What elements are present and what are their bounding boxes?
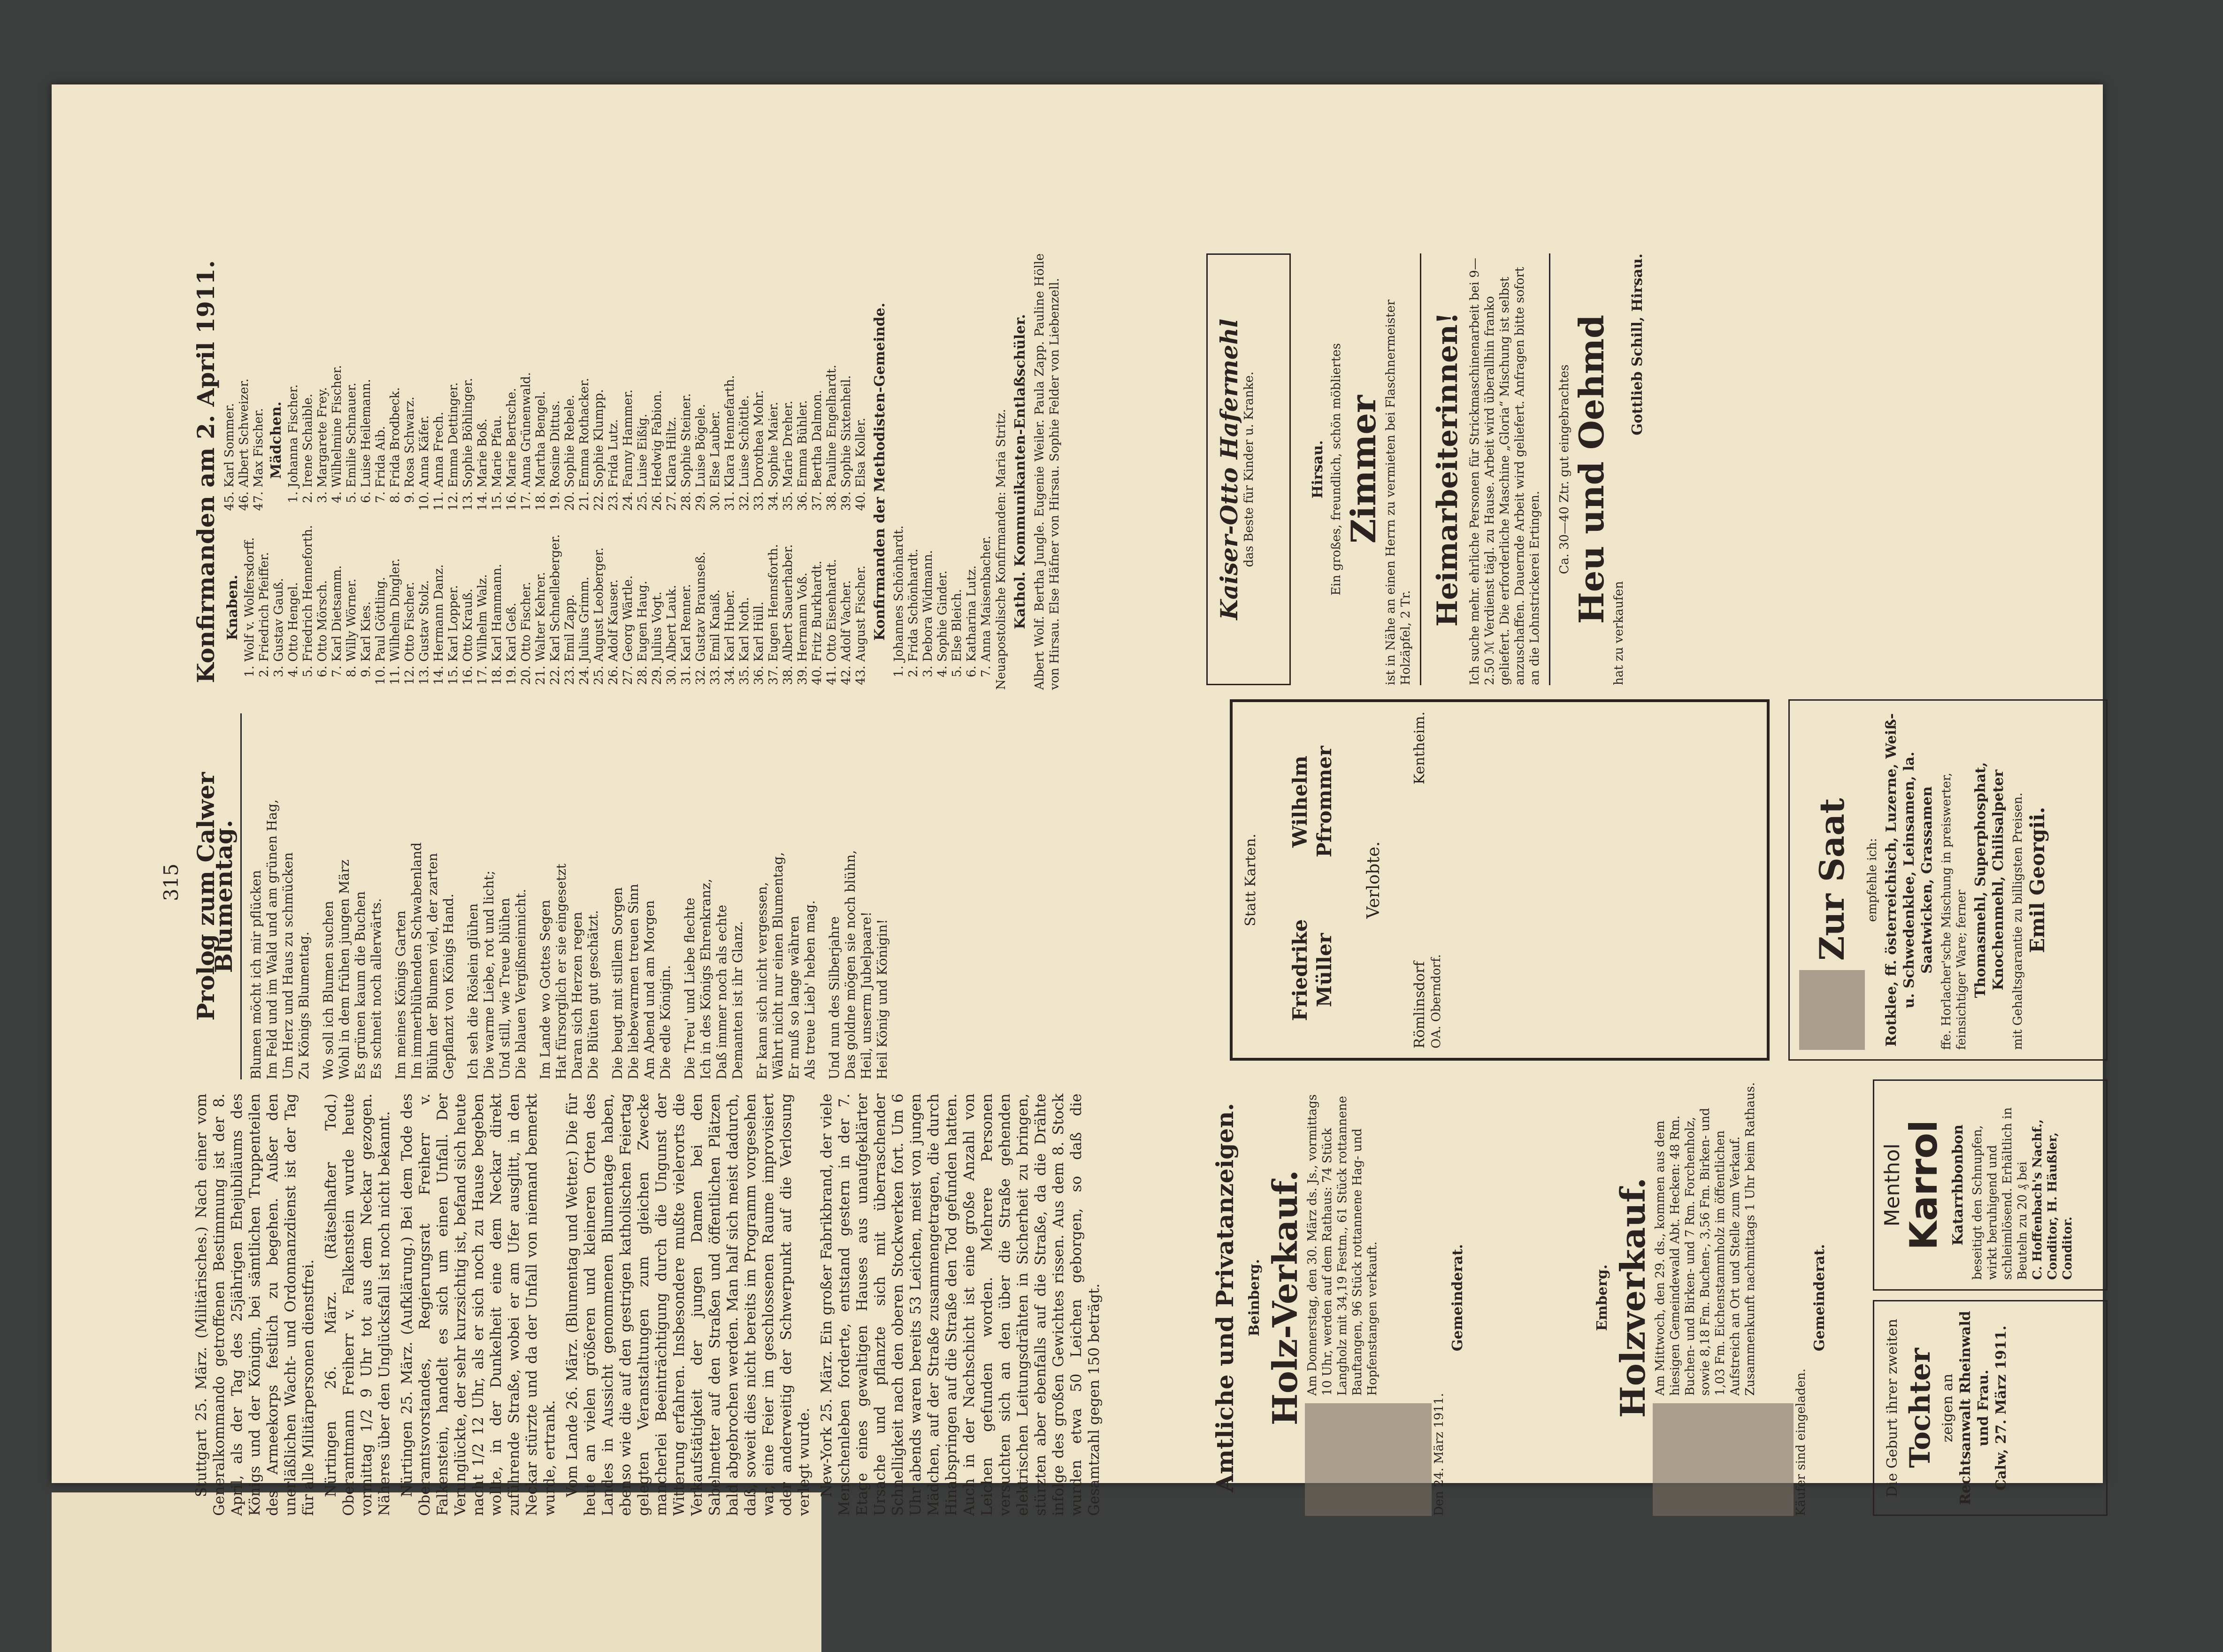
boy-name: 20. Otto Fischer.	[519, 525, 534, 662]
saat-text2: ffe. Horlacher'sche Mischung in preiswerter, feinsichtiger Ware; ferner	[1939, 772, 1969, 1050]
boy-name: 45. Karl Sommer.	[222, 365, 237, 488]
girl-name: 12. Emma Dettinger.	[446, 365, 461, 488]
saat-text3: mit Gehaltsgarantie zu billigsten Preisen.	[2011, 792, 2025, 1050]
girl-name: 26. Hedwig Fabion.	[650, 365, 665, 488]
holz2-body	[1653, 1079, 1794, 1516]
karrol-brand2: Karrol	[1902, 1120, 1946, 1250]
girl-name: 7. Frida Aib.	[374, 365, 388, 488]
holz1-body	[1305, 1079, 1432, 1516]
girls-list	[286, 365, 868, 516]
rotated-page-content	[160, 249, 2131, 1516]
poem-stanza: Im Lande wo Gottes Segen Hat fürsorglich er sie eingesetzt Daran sich Herzen regen Die Blüten gut geschätzt.	[537, 863, 601, 1079]
kaiser-otto-ad	[1206, 253, 1291, 685]
girl-name: 2. Irene Schaible.	[301, 365, 315, 488]
methodist-name: 6. Katharina Lutz.	[965, 253, 979, 662]
kathol-names: Albert Wolf. Bertha Jungle. Eugenie Weiler. Paula Zapp. Pauline Hölle von Hirsau. Else Häfner von Hirsau. Sophie Felder von Liebenzell.	[1033, 253, 1062, 690]
poem-column	[192, 713, 899, 1079]
forest-illustration-icon	[1653, 1403, 1794, 1516]
methodist-name: 5. Else Bleich.	[950, 253, 965, 662]
engagement-places	[1411, 711, 1444, 1048]
girl-name: 38. Pauline Engelhardt.	[825, 365, 839, 488]
boy-name: 7. Karl Dietsamm.	[330, 525, 345, 662]
news-paragraph: Vom Lande 26. März. (Blumentag und Wetter.) Die für heute an vielen größeren und kleineren Orten des Landes in Aussicht genommenen Blumentage haben, ebenso wie die auf den gestrigen katholischen Feiertag gelegten Veranstaltungen zum gleichen Zwecke mancherlei Beeinträchtigung durch die Ungunst der Witterung erfahren. Insbesondere mußte vielerorts die Verkaufstätigkeit der jungen Damen bei den Sabelmetter auf den Straßen und öffentlichen Plätzen bald abgebrochen werden. Man half sich meist dadurch, daß, soweit dies nicht bereits im Programm vorgesehen war, eine Feier im geschlossenen Raume improvisiert oder anderweitig der Schwerpunkt auf die Verlosung verlegt wurde.	[564, 1094, 813, 1516]
birth-announcement	[1873, 1300, 2108, 1516]
girl-name: 24. Fanny Hammer.	[621, 365, 636, 488]
kathol-title: Kathol. Kommunikanten-Entlaßschüler.	[1012, 314, 1028, 629]
boy-name: 31. Karl Renner.	[679, 525, 694, 662]
girl-name: 16. Marie Bertsche.	[505, 365, 519, 488]
boy-name: 26. Adolf Kauser.	[606, 525, 621, 662]
boy-name: 10. Paul Göttling.	[374, 525, 388, 662]
confirmands-column	[192, 253, 1062, 690]
methodist-name: 2. Frida Schönhardt.	[906, 253, 921, 662]
girl-name: 34. Sophie Maier.	[767, 365, 781, 488]
divider	[1549, 253, 1550, 685]
birth-line1: Die Geburt ihrer zweiten	[1884, 1319, 1901, 1497]
boys-label: Knaben.	[224, 574, 241, 641]
divider	[1420, 253, 1421, 685]
boy-name: 46. Albert Schweizer.	[237, 365, 252, 488]
news-paragraph: Stuttgart 25. März. (Militärisches.) Nach einer vom Generalkommando getroffenen Bestimmung ist der 8. April, als der Tag des 25jährigen Ehejubiläums des Königs und der Königin, bei sämtlichen Truppenteilen des Armeekorps festlich zu begehen. Außer den unerläßlichen Wacht- und Ordonnanzdienst ist der Tag für alle Militärpersonen dienstfrei.	[193, 1094, 317, 1516]
ads-left	[1206, 1079, 1469, 1516]
news-paragraph: Nürtingen 26. März. (Rätselhafter Tod.) Oberamtmann Freiherr v. Falkenstein wurde heute vormittag 1/2 9 Uhr tot aus dem Neckar gezogen. Näheres über den Unglücksfall ist noch nicht bekannt.	[322, 1094, 393, 1516]
girl-name: 32. Luise Schöttle.	[737, 365, 752, 488]
boy-name: 15. Karl Lopper.	[446, 525, 461, 662]
boy-name: 41. Otto Eisenhardt.	[825, 525, 839, 662]
poem-stanza: Er kann sich nicht vergessen, Währt nicht nur einen Blumentag, Er muß so lange währen Als treue Lieb' heben mag.	[754, 852, 818, 1079]
boy-name: 21. Walter Kehrer.	[534, 525, 548, 662]
saat-sign: Emil Georgii.	[2026, 807, 2049, 953]
heu-sign: Gottlieb Schill, Hirsau.	[1629, 253, 1646, 436]
holz1-sign: Gemeinderat.	[1449, 1244, 1466, 1352]
girl-name: 20. Sophie Rebele.	[563, 365, 577, 488]
birth-date: Calw, 27. März 1911.	[1993, 1325, 2009, 1491]
poem-stanza: Blumen möcht ich mir pflücken Im Feld und im Wald und am grünen Hag, Um Herz und Haus zu schmücken Zu Königs Blumentag.	[248, 799, 312, 1079]
boy-name: 5. Friedrich Henneforth.	[301, 525, 315, 662]
engagement-names	[1288, 711, 1337, 1048]
girl-name: 21. Emma Rothacker.	[577, 365, 592, 488]
news-column	[192, 1094, 1108, 1516]
boy-name: 39. Hermann Voß.	[796, 525, 810, 662]
birth-names: Rechtsanwalt Rheinwald und Frau.	[1957, 1311, 1992, 1505]
girl-name: 23. Frida Lutz.	[606, 365, 621, 488]
zimmer-text2: ist in Nähe an einen Herrn zu vermieten bei Flaschnermeister Holzäpfel, 2 Tr.	[1384, 299, 1413, 685]
heim-text: Ich suche mehr. ehrliche Personen für Strickmaschinenarbeit bei 9—2.50 ℳ Verdienst tägl. zu Hause. Arbeit wird überallhin franko geliefert. Die erforderliche Maschine „Gloria“ Mischung ist selbst anzuschaffen. Dauernde Arbeit wird geliefert. Anfragen bitte sofort an die Lohnstrickerei Ertingen.	[1468, 258, 1542, 685]
girl-name: 27. Klara Hiltz.	[665, 365, 679, 488]
zimmer-place: Hirsau.	[1310, 440, 1326, 499]
bride-place-district: OA. Oberndorf.	[1429, 954, 1443, 1048]
boy-name: 30. Albert Lauk.	[665, 525, 679, 662]
methodist-name: 3. Debora Widmann.	[921, 253, 935, 662]
girls-label: Mädchen.	[268, 401, 284, 479]
girl-name: 1. Johanna Fischer.	[286, 365, 301, 488]
boy-name: 19. Karl Geß.	[505, 525, 519, 662]
methodist-name: 4. Sophie Ginder.	[935, 253, 950, 662]
girl-name: 29. Luise Bögele.	[694, 365, 708, 488]
boy-name: 13. Gustav Stolz.	[417, 525, 432, 662]
boy-name: 11. Wilhelm Dingler.	[388, 525, 403, 662]
boy-name: 25. August Leoberger.	[592, 525, 606, 662]
bride-place	[1411, 954, 1444, 1048]
karrol-sellers: C. Hoffenbach's Nachf., Conditor, H. Häußler, Conditor.	[2031, 1119, 2075, 1280]
news-paragraph: New-York 25. März. Ein großer Fabrikbrand, der viele Menschenleben forderte, entstand gestern in der 7. Etage eines gewaltigen Hauses aus unaufgeklärter Ursache und pflanzte sich mit überraschender Schnelligkeit nach den oberen Stockwerken fort. Um 6 Uhr abends waren bereits 53 Leichen, meist von jungen Mädchen, auf der Straße zusammengetragen, die durch Hinabspringen auf die Straße den Tod gefunden hatten. Auch in der Nachschicht ist eine große Anzahl von Leichen gefunden worden. Mehrere Personen versuchten sich an den über die Straße gehenden elektrischen Leitungsdrähten in Sicherheit zu bringen, stürzten aber ebenfalls auf die Straße, da die Drähte infolge des großen Gewichtes rissen. Aus dem 8. Stock wurden etwa 50 Leichen geborgen, so daß die Gesamtzahl gegen 150 beträgt.	[818, 1094, 1103, 1516]
boy-name: 9. Karl Kies.	[359, 525, 374, 662]
heu-text2: hat zu verkaufen	[1612, 581, 1626, 685]
girl-name: 10. Anna Käfer.	[417, 365, 432, 488]
boy-name: 16. Otto Krauß.	[461, 525, 475, 662]
girl-name: 9. Rosa Schwarz.	[403, 365, 417, 488]
girl-name: 30. Else Lauber.	[708, 365, 723, 488]
girl-name: 35. Marie Dreher.	[781, 365, 796, 488]
divider	[240, 713, 242, 1079]
girl-name: 4. Wilhelmine Fischer.	[330, 365, 345, 488]
boy-name: 17. Wilhelm Walz.	[475, 525, 490, 662]
methodist-name: 1. Johannes Schönhardt.	[892, 253, 906, 662]
karrol-sub: Katarrhbonbon	[1950, 1124, 1966, 1246]
poem-title: Prolog zum Calwer Blumentag.	[192, 772, 238, 1021]
boys-list	[243, 525, 868, 690]
confirmands-title: Konfirmanden am 2. April 1911.	[192, 260, 220, 683]
girl-name: 22. Sophie Klumpp.	[592, 365, 606, 488]
heu-text1: Ca. 30—40 Ztr. gut eingebrachtes	[1557, 364, 1571, 574]
page-number: 315	[160, 863, 183, 902]
karrol-text: beseitigt den Schnupfen, wirkt beruhigend und schleimlösend. Erhältlich in Beuteln zu 20 ₰ bei	[1970, 1107, 2030, 1280]
holz2-footer: Käufer sind eingeladen.	[1794, 1368, 1808, 1516]
boy-name: 36. Karl Hüll.	[752, 525, 767, 662]
girl-name: 28. Sophie Steiner.	[679, 365, 694, 488]
poem-stanza: Im meines Königs Garten Im immerblühenden Schwabenland Blühn der Blumen viel, der zarten Gepflanzt von Königs Hand.	[393, 842, 456, 1079]
boy-name: 8. Willy Wörner.	[345, 525, 359, 662]
boy-name: 24. Julius Grimm.	[577, 525, 592, 662]
girls-list-block	[222, 365, 868, 516]
holz1-headline: Holz-Verkauf.	[1265, 1170, 1305, 1426]
saat-headline: Zur Saat	[1812, 798, 1852, 961]
methodist-list	[892, 253, 994, 690]
girl-name: 8. Frida Brodbeck.	[388, 365, 403, 488]
previous-page-edge	[52, 1492, 821, 1652]
ads-right	[1206, 253, 1648, 685]
poem-stanza: Die beugt mit stillem Sorgen Die liebewarmen treuen Sinn Am Abend und am Morgen Die edle Königin.	[610, 884, 673, 1079]
birth-word: Tochter	[1904, 1348, 1937, 1468]
boy-name: 37. Eugen Hennsforth.	[767, 525, 781, 662]
holz2-headline: Holzverkauf.	[1613, 1177, 1653, 1418]
girl-name: 5. Emilie Schnauer.	[345, 365, 359, 488]
newspaper-page	[52, 84, 2103, 1516]
boy-name: 1. Wolf v. Wolfersdorff.	[243, 525, 257, 662]
saat-ad	[1788, 699, 2108, 1061]
holz2-text: Am Mittwoch, den 29. ds., kommen aus dem hiesigen Gemeindewald Abt. Hecken: 48 Rm. Buchen- und Birken- und 7 Rm. Forchenholz, sowie 8,18 Fm. Buchen-, 3,56 Fm. Birken- und 1,03 Fm. Eichenstammholz im öffentlichen Aufstreich an Ort und Stelle zum Verkauf. Zusammenkunft nachmittags 1 Uhr beim Rathaus.	[1653, 1082, 1757, 1396]
boy-name: 12. Otto Fischer.	[403, 525, 417, 662]
girl-name: 3. Margarete Frey.	[315, 365, 330, 488]
neuapost-line: Neuapostolische Konfirmanden: Maria Stritz.	[994, 409, 1008, 690]
holz1-date: Den 24. März 1911.	[1432, 1393, 1446, 1516]
heimarbeit-ad	[1428, 253, 1542, 685]
zimmer-ad	[1310, 253, 1413, 685]
girl-name: 14. Marie Boß.	[475, 365, 490, 488]
confirmands-lists	[222, 253, 868, 690]
girl-name: 15. Marie Pfau.	[490, 365, 505, 488]
girl-name: 13. Sophie Böhlinger.	[461, 365, 475, 488]
girl-name: 6. Luise Heilemann.	[359, 365, 374, 488]
birth-line2: zeigen an	[1939, 1373, 1956, 1443]
holz1-place: Beinberg.	[1246, 1259, 1263, 1337]
kaiser-slogan: das Beste für Kinder u. Kranke.	[1242, 371, 1256, 567]
saat-items: Rotklee, ff. österreichisch, Luzerne, Weiß- u. Schwedenklee, Leinsamen, la. Saatwicken, Grassamen	[1883, 713, 1935, 1047]
holz2-sign: Gemeinderat.	[1811, 1244, 1828, 1352]
groom-place: Kentheim.	[1411, 711, 1428, 785]
bride-place-name: Römlinsdorf	[1411, 961, 1428, 1048]
boy-name: 22. Karl Schnelleberger.	[548, 525, 563, 662]
girl-name: 17. Anna Grünenwald.	[519, 365, 534, 488]
boy-name: 6. Otto Mörsch.	[315, 525, 330, 662]
girl-name: 40. Elsa Koller.	[854, 365, 868, 488]
boys-list-block	[222, 525, 868, 690]
groom-name: Wilhelm Pfrommer	[1288, 746, 1336, 857]
karrol-brand1: Menthol	[1880, 1143, 1904, 1227]
bride-name: Friedrike Müller	[1288, 919, 1336, 1021]
karrol-ad	[1873, 1079, 2108, 1291]
poem-stanza: Die Treu' und Liebe flechte Ich in des Königs Ehrenkranz, Daß immer noch als echte Demanten ist ihr Glanz.	[682, 879, 745, 1079]
zimmer-word: Zimmer	[1343, 395, 1383, 544]
boy-name: 29. Julius Vogt.	[650, 525, 665, 662]
heu-ad	[1557, 253, 1646, 685]
ads-section-title: Amtliche und Privatanzeigen.	[1211, 1103, 1239, 1492]
boy-name: 2. Friedrich Pfeiffer.	[257, 525, 272, 662]
girl-name: 37. Bertha Dalmon.	[810, 365, 825, 488]
seed-sower-illustration-icon	[1799, 970, 1865, 1050]
boy-name: 43. August Fischer.	[854, 525, 868, 662]
engagement-announcement	[1230, 699, 1770, 1061]
holz2-place: Emberg.	[1594, 1264, 1610, 1331]
girl-name: 39. Sophie Sixtenheil.	[839, 365, 854, 488]
boy-name: 27. Georg Wärtle.	[621, 525, 636, 662]
karten-label: Statt Karten.	[1242, 834, 1259, 926]
boy-name: 23. Emil Zapp.	[563, 525, 577, 662]
boy-name: 14. Hermann Danz.	[432, 525, 446, 662]
saat-fertilizers: Thomasmehl, Superphosphat, Knochenmehl, Chilisalpeter	[1972, 762, 2007, 998]
holz1-text: Am Donnerstag, den 30. März ds. Js., vormittags 10 Uhr, werden auf dem Rathaus: 74 Stück Langholz mit 34,19 Festm., 61 Stück rottannene Bauftangen, 96 Stück rottannene Hag- und Hopfenstangen verkauft.	[1305, 1094, 1380, 1396]
zimmer-text1: Ein großes, freundlich, schön möbliertes	[1329, 343, 1343, 596]
girl-name: 25. Luise Eißig.	[636, 365, 650, 488]
boy-name: 34. Karl Huber.	[723, 525, 737, 662]
girl-name: 33. Dorothea Mohr.	[752, 365, 767, 488]
girl-name: 19. Rosine Dittus.	[548, 365, 563, 488]
engaged-label: Verlobte.	[1364, 841, 1383, 919]
girl-name: 36. Emma Bühler.	[796, 365, 810, 488]
news-paragraph: Nürtingen 25. März. (Aufklärung.) Bei dem Tode des Oberamtsvorstandes, Regierungsrat Freiherr v. Falkenstein, handelt es sich um einen Unfall. Der Verunglückte, der sehr kurzsichtig ist, befand sich heute nacht 1/2 12 Uhr, als er sich noch zu Hause begeben wollte, in der Dunkelheit eine dem Neckar direkt zuführende Straße, wobei er am Ufer ausglitt, in den Neckar stürzte und da der Unfall von niemand bemerkt wurde, ertrank.	[399, 1094, 558, 1516]
boy-name: 28. Eugen Haug.	[636, 525, 650, 662]
girl-name: 18. Martha Bengel.	[534, 365, 548, 488]
poem-stanza: Und nun des Silberjahre Das goldne mögen sie noch blühn, Heil, unserm Jubelpaare! Heil König und Königin!	[827, 850, 890, 1079]
extra-boys-list	[222, 365, 266, 516]
boy-name: 35. Karl Noth.	[737, 525, 752, 662]
methodist-title: Konfirmanden der Methodisten-Gemeinde.	[872, 302, 888, 641]
methodist-name: 7. Anna Maisenbacher.	[979, 253, 994, 662]
boy-name: 32. Gustav Braunseß.	[694, 525, 708, 662]
girl-name: 31. Klara Hennefarth.	[723, 365, 737, 488]
boy-name: 38. Albert Sauerhaber.	[781, 525, 796, 662]
boy-name: 42. Adolf Vacher.	[839, 525, 854, 662]
heim-headline: Heimarbeiterinnen!	[1431, 312, 1464, 627]
girl-name: 11. Anna Frech.	[432, 365, 446, 488]
saat-header	[1799, 710, 1865, 1050]
boy-name: 47. Max Fischer.	[252, 365, 266, 488]
kaiser-brand: Kaiser-Otto Hafermehl	[1215, 319, 1243, 620]
boy-name: 40. Fritz Burkhardt.	[810, 525, 825, 662]
poem-stanza: Ich seh die Röslein glühen Die warme Liebe, rot und licht; Und still, wie Treue blühen Die blauen Vergißmeinnicht.	[465, 871, 529, 1079]
boy-name: 18. Karl Hammann.	[490, 525, 505, 662]
advertisements	[1206, 249, 2122, 1516]
boy-name: 3. Gustav Gauß.	[272, 525, 286, 662]
boy-name: 33. Emil Knaiß.	[708, 525, 723, 662]
heu-word: Heu und Oehmd	[1571, 314, 1611, 624]
forest-illustration-icon	[1305, 1403, 1432, 1516]
saat-text1: empfehle ich:	[1865, 838, 1879, 922]
boy-name: 4. Otto Hengel.	[286, 525, 301, 662]
poem-stanza: Wo soll ich Blumen suchen Wohl in dem frühen jungen März Es grünen kaum die Buchen Es schneit noch allerwärts.	[321, 859, 384, 1079]
holz2-ad	[1591, 1079, 1831, 1516]
